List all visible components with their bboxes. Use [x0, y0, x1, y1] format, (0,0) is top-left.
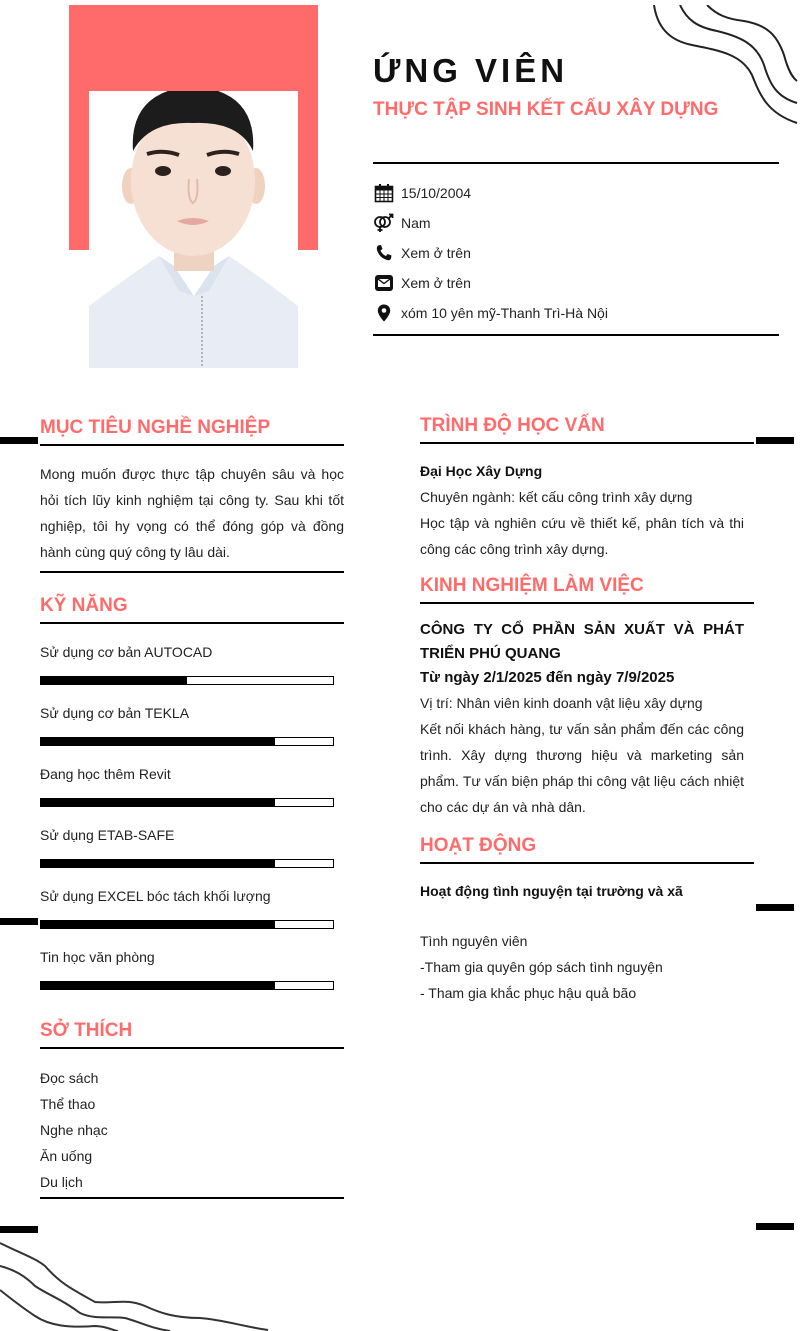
- skill-item: [40, 825, 344, 868]
- education-description: Học tập và nghiên cứu về thiết kế, phân tích và thi công các công trình xây dựng.: [420, 515, 744, 557]
- hobby-item: Đọc sách: [40, 1070, 99, 1086]
- contact-email: [373, 268, 779, 298]
- skill-label: Đang học thêm Revit: [40, 766, 171, 782]
- education-section: [420, 414, 754, 562]
- skill-progress-fill: [41, 921, 275, 928]
- skill-progress-fill: [41, 982, 275, 989]
- education-title: TRÌNH ĐỘ HỌC VẤN: [420, 414, 754, 444]
- calendar-icon: [373, 182, 395, 204]
- contact-info: [373, 162, 779, 336]
- map-pin-icon: [373, 302, 395, 324]
- skill-item: [40, 764, 344, 807]
- skill-label: Sử dụng ETAB-SAFE: [40, 827, 175, 843]
- activity-item: -Tham gia quyên góp sách tình nguyện: [420, 959, 663, 975]
- job-title: THỰC TẬP SINH KẾT CẤU XÂY DỰNG: [373, 99, 719, 120]
- skill-label: Sử dụng EXCEL bóc tách khối lượng: [40, 888, 271, 904]
- candidate-name: ỨNG VIÊN: [373, 52, 569, 89]
- experience-title: KINH NGHIỆM LÀM VIỆC: [420, 574, 754, 604]
- gender-icon: [373, 212, 395, 234]
- objective-section: [40, 416, 344, 573]
- skill-item: [40, 703, 344, 746]
- skill-label: Sử dụng cơ bản TEKLA: [40, 705, 190, 721]
- hobbies-list: [40, 1065, 344, 1199]
- edge-marker-right: [756, 904, 794, 911]
- skill-item: [40, 947, 344, 990]
- skills-section: [40, 594, 344, 990]
- contact-birthday: [373, 178, 779, 208]
- gender-value: Nam: [401, 215, 431, 231]
- experience-position: Vị trí: Nhân viên kinh doanh vật liệu xây dựng: [420, 695, 703, 711]
- skill-progress-bar: [40, 798, 334, 807]
- skill-item: [40, 642, 344, 685]
- skill-progress-bar: [40, 676, 334, 685]
- phone-icon: [373, 242, 395, 264]
- edge-marker-left: [0, 1226, 38, 1233]
- skill-item: [40, 886, 344, 929]
- edge-marker-right: [756, 1223, 794, 1230]
- skill-progress-fill: [41, 738, 275, 745]
- education-school: Đại Học Xây Dựng: [420, 463, 543, 479]
- edge-marker-left: [0, 918, 38, 925]
- avatar-photo: [89, 91, 298, 368]
- activities-section: [420, 834, 754, 1006]
- hobby-item: Ăn uống: [40, 1148, 93, 1164]
- skills-title: KỸ NĂNG: [40, 594, 344, 624]
- education-major: Chuyên ngành: kết cấu công trình xây dựng: [420, 489, 693, 505]
- objective-title: MỤC TIÊU NGHỀ NGHIỆP: [40, 416, 344, 446]
- person-portrait-icon: [89, 91, 298, 368]
- experience-section: [420, 574, 754, 820]
- skill-progress-bar: [40, 737, 334, 746]
- hobby-item: Thể thao: [40, 1096, 96, 1112]
- skill-label: Tin học văn phòng: [40, 949, 155, 965]
- skill-progress-bar: [40, 859, 334, 868]
- skill-progress-fill: [41, 677, 187, 684]
- decorative-wave-bottom-icon: [0, 1238, 275, 1331]
- hobbies-section: [40, 1019, 344, 1199]
- experience-company: CÔNG TY CỔ PHẦN SẢN XUẤT VÀ PHÁT TRIỂN PHÚ QUANG: [420, 621, 744, 662]
- activity-role: Tình nguyên viên: [420, 933, 528, 949]
- activity-item: - Tham gia khắc phục hậu quả bão: [420, 985, 637, 1001]
- skill-progress-bar: [40, 920, 334, 929]
- experience-period: Từ ngày 2/1/2025 đến ngày 7/9/2025: [420, 669, 675, 686]
- envelope-icon: [373, 272, 395, 294]
- address-value: xóm 10 yên mỹ-Thanh Trì-Hà Nội: [401, 305, 608, 321]
- edge-marker-left: [0, 437, 38, 444]
- objective-text: Mong muốn được thực tập chuyên sâu và học hỏi tích lũy kinh nghiệm tại công ty. Sau khi tốt nghiệp, tôi hy vọng có thể đóng góp và đồng hành cùng quý công ty lâu dài.: [40, 461, 344, 573]
- edge-marker-right: [756, 437, 794, 444]
- experience-description: Kết nối khách hàng, tư vấn sản phẩm đến các công trình. Xây dựng thương hiệu và marketing sản phẩm. Tư vấn biện pháp thi công vật liệu cách nhiệt cho các dự án và nhà dân.: [420, 721, 744, 815]
- activity-name: Hoạt động tình nguyện tại trường và xã: [420, 883, 683, 899]
- activities-title: HOẠT ĐỘNG: [420, 834, 754, 864]
- hobby-item: Du lịch: [40, 1174, 83, 1190]
- phone-value: Xem ở trên: [401, 245, 471, 261]
- contact-phone: [373, 238, 779, 268]
- skill-progress-fill: [41, 799, 275, 806]
- hobby-item: Nghe nhạc: [40, 1122, 108, 1138]
- skill-label: Sử dụng cơ bản AUTOCAD: [40, 644, 213, 660]
- skill-progress-bar: [40, 981, 334, 990]
- contact-gender: [373, 208, 779, 238]
- birthday-value: 15/10/2004: [401, 185, 472, 201]
- email-value: Xem ở trên: [401, 275, 471, 291]
- contact-address: [373, 298, 779, 328]
- skill-progress-fill: [41, 860, 275, 867]
- hobbies-title: SỞ THÍCH: [40, 1019, 344, 1049]
